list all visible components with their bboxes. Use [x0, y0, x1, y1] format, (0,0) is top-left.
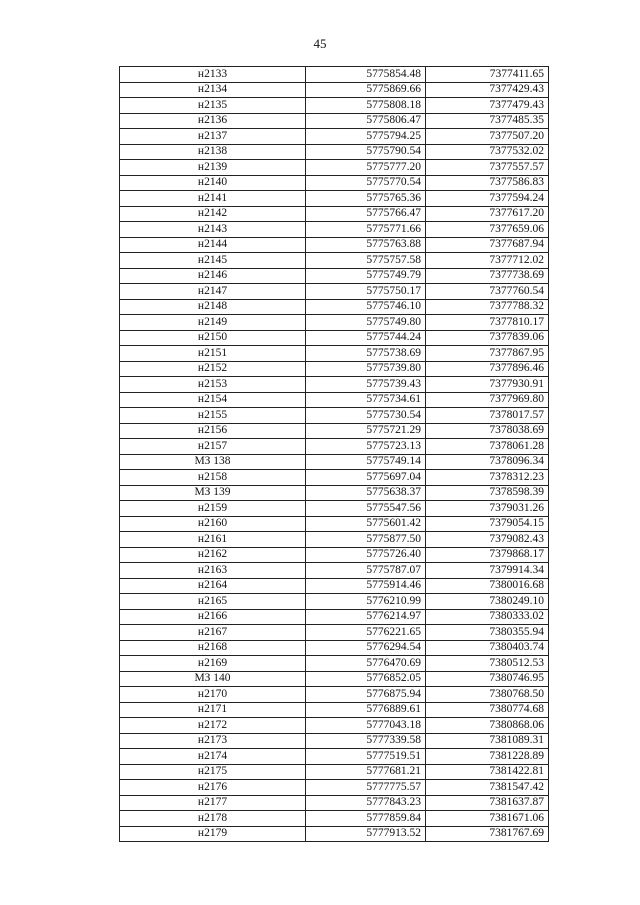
- y-coordinate-cell: 7380016.68: [426, 578, 549, 594]
- y-coordinate-cell: 7380512.53: [426, 656, 549, 672]
- point-name-cell: н2143: [120, 222, 306, 238]
- point-name-cell: н2134: [120, 82, 306, 98]
- x-coordinate-cell: 5777859.84: [306, 811, 426, 827]
- point-name-cell: н2157: [120, 439, 306, 455]
- y-coordinate-cell: 7381422.81: [426, 764, 549, 780]
- x-coordinate-cell: 5775808.18: [306, 98, 426, 114]
- point-name-cell: н2172: [120, 718, 306, 734]
- point-name-cell: н2133: [120, 67, 306, 83]
- point-name-cell: н2135: [120, 98, 306, 114]
- x-coordinate-cell: 5775734.61: [306, 392, 426, 408]
- coordinates-table: [119, 66, 549, 842]
- y-coordinate-cell: 7377532.02: [426, 144, 549, 160]
- point-name-cell: н2150: [120, 330, 306, 346]
- point-name-cell: н2161: [120, 532, 306, 548]
- x-coordinate-cell: 5775869.66: [306, 82, 426, 98]
- x-coordinate-cell: 5775854.48: [306, 67, 426, 83]
- table-row: [120, 175, 549, 191]
- y-coordinate-cell: 7377586.83: [426, 175, 549, 191]
- point-name-cell: н2169: [120, 656, 306, 672]
- y-coordinate-cell: 7377687.94: [426, 237, 549, 253]
- y-coordinate-cell: 7377788.32: [426, 299, 549, 315]
- x-coordinate-cell: 5775771.66: [306, 222, 426, 238]
- point-name-cell: н2147: [120, 284, 306, 300]
- table-row: [120, 795, 549, 811]
- y-coordinate-cell: 7377557.57: [426, 160, 549, 176]
- table-row: [120, 222, 549, 238]
- y-coordinate-cell: 7381228.89: [426, 749, 549, 765]
- x-coordinate-cell: 5776214.97: [306, 609, 426, 625]
- point-name-cell: н2160: [120, 516, 306, 532]
- point-name-cell: н2155: [120, 408, 306, 424]
- table-row: [120, 284, 549, 300]
- x-coordinate-cell: 5775730.54: [306, 408, 426, 424]
- y-coordinate-cell: 7377867.95: [426, 346, 549, 362]
- y-coordinate-cell: 7377896.46: [426, 361, 549, 377]
- point-name-cell: н2145: [120, 253, 306, 269]
- table-row: [120, 191, 549, 207]
- point-name-cell: н2164: [120, 578, 306, 594]
- point-name-cell: н2167: [120, 625, 306, 641]
- table-row: [120, 408, 549, 424]
- table-row: [120, 361, 549, 377]
- table-row: [120, 98, 549, 114]
- x-coordinate-cell: 5777681.21: [306, 764, 426, 780]
- point-name-cell: н2158: [120, 470, 306, 486]
- table-row: [120, 609, 549, 625]
- y-coordinate-cell: 7377810.17: [426, 315, 549, 331]
- table-row: [120, 687, 549, 703]
- table-row: [120, 160, 549, 176]
- y-coordinate-cell: 7378038.69: [426, 423, 549, 439]
- y-coordinate-cell: 7381547.42: [426, 780, 549, 796]
- table-row: [120, 206, 549, 222]
- x-coordinate-cell: 5777043.18: [306, 718, 426, 734]
- x-coordinate-cell: 5775790.54: [306, 144, 426, 160]
- table-row: [120, 82, 549, 98]
- x-coordinate-cell: 5775750.17: [306, 284, 426, 300]
- table-row: [120, 764, 549, 780]
- point-name-cell: н2137: [120, 129, 306, 145]
- x-coordinate-cell: 5776852.05: [306, 671, 426, 687]
- y-coordinate-cell: 7380333.02: [426, 609, 549, 625]
- y-coordinate-cell: 7377479.43: [426, 98, 549, 114]
- x-coordinate-cell: 5777339.58: [306, 733, 426, 749]
- y-coordinate-cell: 7379054.15: [426, 516, 549, 532]
- point-name-cell: н2144: [120, 237, 306, 253]
- table-row: [120, 454, 549, 470]
- point-name-cell: н2136: [120, 113, 306, 129]
- y-coordinate-cell: 7381637.87: [426, 795, 549, 811]
- point-name-cell: н2162: [120, 547, 306, 563]
- x-coordinate-cell: 5775744.24: [306, 330, 426, 346]
- x-coordinate-cell: 5777913.52: [306, 826, 426, 842]
- point-name-cell: н2163: [120, 563, 306, 579]
- table-row: [120, 237, 549, 253]
- table-row: [120, 547, 549, 563]
- x-coordinate-cell: 5776875.94: [306, 687, 426, 703]
- table-row: [120, 144, 549, 160]
- table-row: [120, 594, 549, 610]
- x-coordinate-cell: 5775749.14: [306, 454, 426, 470]
- table-row: [120, 826, 549, 842]
- table-row: [120, 470, 549, 486]
- y-coordinate-cell: 7379914.34: [426, 563, 549, 579]
- table-row: [120, 718, 549, 734]
- table-row: [120, 439, 549, 455]
- point-name-cell: н2140: [120, 175, 306, 191]
- y-coordinate-cell: 7377969.80: [426, 392, 549, 408]
- table-row: [120, 315, 549, 331]
- y-coordinate-cell: 7377839.06: [426, 330, 549, 346]
- page-number: 45: [313, 36, 327, 51]
- x-coordinate-cell: 5775547.56: [306, 501, 426, 517]
- point-name-cell: н2175: [120, 764, 306, 780]
- y-coordinate-cell: 7380774.68: [426, 702, 549, 718]
- y-coordinate-cell: 7381767.69: [426, 826, 549, 842]
- x-coordinate-cell: 5776470.69: [306, 656, 426, 672]
- table-row: [120, 625, 549, 641]
- point-name-cell: н2152: [120, 361, 306, 377]
- x-coordinate-cell: 5775738.69: [306, 346, 426, 362]
- y-coordinate-cell: 7380746.95: [426, 671, 549, 687]
- x-coordinate-cell: 5775723.13: [306, 439, 426, 455]
- y-coordinate-cell: 7378312.23: [426, 470, 549, 486]
- y-coordinate-cell: 7378598.39: [426, 485, 549, 501]
- table-row: [120, 811, 549, 827]
- coordinates-table-body: [120, 67, 549, 842]
- y-coordinate-cell: 7378096.34: [426, 454, 549, 470]
- x-coordinate-cell: 5775766.47: [306, 206, 426, 222]
- point-name-cell: н2139: [120, 160, 306, 176]
- y-coordinate-cell: 7377760.54: [426, 284, 549, 300]
- point-name-cell: н2146: [120, 268, 306, 284]
- table-row: [120, 268, 549, 284]
- point-name-cell: МЗ 139: [120, 485, 306, 501]
- y-coordinate-cell: 7380249.10: [426, 594, 549, 610]
- x-coordinate-cell: 5776210.99: [306, 594, 426, 610]
- point-name-cell: н2174: [120, 749, 306, 765]
- x-coordinate-cell: 5775726.40: [306, 547, 426, 563]
- point-name-cell: н2159: [120, 501, 306, 517]
- point-name-cell: н2142: [120, 206, 306, 222]
- x-coordinate-cell: 5775739.43: [306, 377, 426, 393]
- x-coordinate-cell: 5775770.54: [306, 175, 426, 191]
- x-coordinate-cell: 5777775.57: [306, 780, 426, 796]
- table-row: [120, 485, 549, 501]
- x-coordinate-cell: 5775638.37: [306, 485, 426, 501]
- point-name-cell: н2176: [120, 780, 306, 796]
- x-coordinate-cell: 5775746.10: [306, 299, 426, 315]
- table-row: [120, 563, 549, 579]
- point-name-cell: н2173: [120, 733, 306, 749]
- point-name-cell: МЗ 138: [120, 454, 306, 470]
- y-coordinate-cell: 7377507.20: [426, 129, 549, 145]
- x-coordinate-cell: 5776294.54: [306, 640, 426, 656]
- point-name-cell: н2149: [120, 315, 306, 331]
- y-coordinate-cell: 7380868.06: [426, 718, 549, 734]
- table-row: [120, 578, 549, 594]
- x-coordinate-cell: 5775739.80: [306, 361, 426, 377]
- y-coordinate-cell: 7377712.02: [426, 253, 549, 269]
- y-coordinate-cell: 7379082.43: [426, 532, 549, 548]
- table-row: [120, 671, 549, 687]
- y-coordinate-cell: 7379868.17: [426, 547, 549, 563]
- x-coordinate-cell: 5775914.46: [306, 578, 426, 594]
- x-coordinate-cell: 5777843.23: [306, 795, 426, 811]
- table-row: [120, 377, 549, 393]
- point-name-cell: н2156: [120, 423, 306, 439]
- y-coordinate-cell: 7377738.69: [426, 268, 549, 284]
- point-name-cell: н2138: [120, 144, 306, 160]
- y-coordinate-cell: 7377594.24: [426, 191, 549, 207]
- y-coordinate-cell: 7380355.94: [426, 625, 549, 641]
- point-name-cell: н2166: [120, 609, 306, 625]
- table-row: [120, 423, 549, 439]
- table-row: [120, 253, 549, 269]
- table-row: [120, 702, 549, 718]
- point-name-cell: н2148: [120, 299, 306, 315]
- y-coordinate-cell: 7377485.35: [426, 113, 549, 129]
- x-coordinate-cell: 5775749.79: [306, 268, 426, 284]
- x-coordinate-cell: 5776889.61: [306, 702, 426, 718]
- point-name-cell: н2151: [120, 346, 306, 362]
- x-coordinate-cell: 5775794.25: [306, 129, 426, 145]
- y-coordinate-cell: 7379031.26: [426, 501, 549, 517]
- x-coordinate-cell: 5777519.51: [306, 749, 426, 765]
- point-name-cell: н2141: [120, 191, 306, 207]
- x-coordinate-cell: 5775763.88: [306, 237, 426, 253]
- table-row: [120, 299, 549, 315]
- table-row: [120, 501, 549, 517]
- table-row: [120, 516, 549, 532]
- x-coordinate-cell: 5775749.80: [306, 315, 426, 331]
- point-name-cell: н2170: [120, 687, 306, 703]
- x-coordinate-cell: 5776221.65: [306, 625, 426, 641]
- y-coordinate-cell: 7381089.31: [426, 733, 549, 749]
- x-coordinate-cell: 5775697.04: [306, 470, 426, 486]
- table-row: [120, 640, 549, 656]
- table-row: [120, 532, 549, 548]
- table-row: [120, 67, 549, 83]
- table-row: [120, 392, 549, 408]
- point-name-cell: н2179: [120, 826, 306, 842]
- table-row: [120, 656, 549, 672]
- x-coordinate-cell: 5775721.29: [306, 423, 426, 439]
- x-coordinate-cell: 5775765.36: [306, 191, 426, 207]
- point-name-cell: н2153: [120, 377, 306, 393]
- y-coordinate-cell: 7377617.20: [426, 206, 549, 222]
- y-coordinate-cell: 7381671.06: [426, 811, 549, 827]
- y-coordinate-cell: 7377411.65: [426, 67, 549, 83]
- x-coordinate-cell: 5775777.20: [306, 160, 426, 176]
- table-row: [120, 346, 549, 362]
- table-row: [120, 749, 549, 765]
- table-row: [120, 780, 549, 796]
- y-coordinate-cell: 7380768.50: [426, 687, 549, 703]
- y-coordinate-cell: 7377429.43: [426, 82, 549, 98]
- table-row: [120, 330, 549, 346]
- x-coordinate-cell: 5775877.50: [306, 532, 426, 548]
- point-name-cell: МЗ 140: [120, 671, 306, 687]
- x-coordinate-cell: 5775806.47: [306, 113, 426, 129]
- y-coordinate-cell: 7377930.91: [426, 377, 549, 393]
- table-row: [120, 129, 549, 145]
- table-row: [120, 113, 549, 129]
- table-row: [120, 733, 549, 749]
- point-name-cell: н2168: [120, 640, 306, 656]
- point-name-cell: н2165: [120, 594, 306, 610]
- x-coordinate-cell: 5775601.42: [306, 516, 426, 532]
- y-coordinate-cell: 7378017.57: [426, 408, 549, 424]
- point-name-cell: н2171: [120, 702, 306, 718]
- x-coordinate-cell: 5775787.07: [306, 563, 426, 579]
- y-coordinate-cell: 7378061.28: [426, 439, 549, 455]
- point-name-cell: н2177: [120, 795, 306, 811]
- y-coordinate-cell: 7377659.06: [426, 222, 549, 238]
- point-name-cell: н2178: [120, 811, 306, 827]
- y-coordinate-cell: 7380403.74: [426, 640, 549, 656]
- point-name-cell: н2154: [120, 392, 306, 408]
- x-coordinate-cell: 5775757.58: [306, 253, 426, 269]
